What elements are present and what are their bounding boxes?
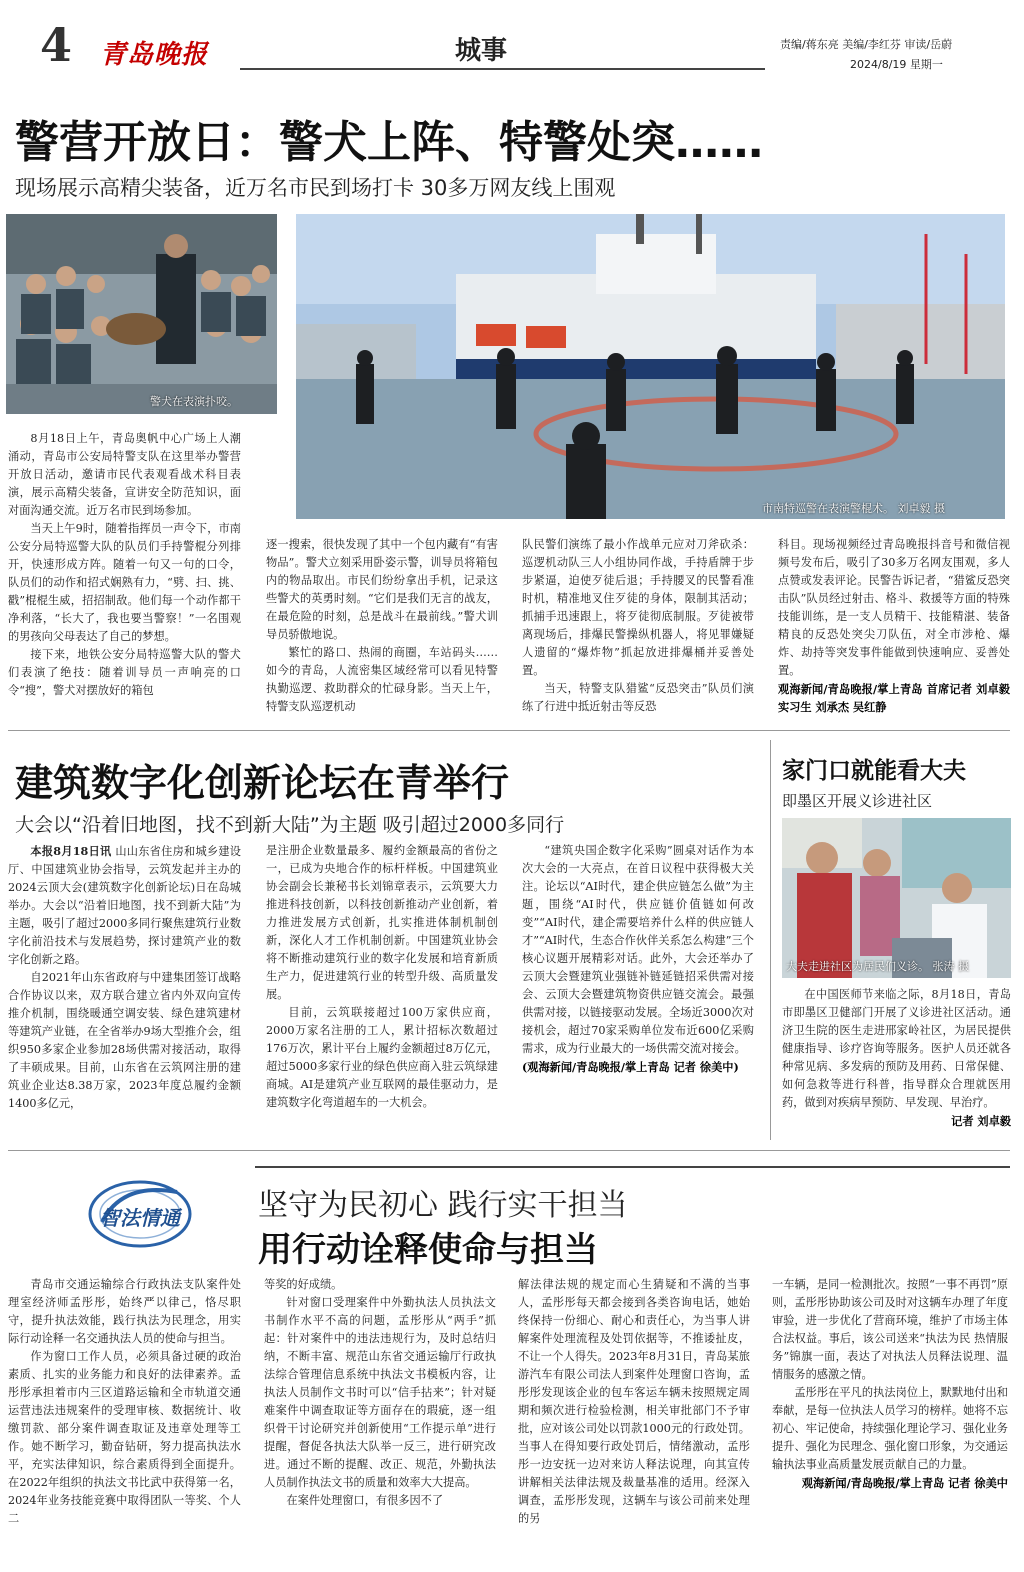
story3-headline: 家门口就能看大夫	[782, 758, 966, 784]
story2-col1-para: 山山东省住房和城乡建设厅、中国建筑业协会指导，云筑发起并主办的2024云顶大会(建筑数字化创新论坛)日在岛城举办。大会以“沿着旧地图，找不到新大陆”为主题，吸引了超过2000多同行聚焦建筑行业数字化前沿技术与发展趋势，探讨建筑产业的数字化创新之路。	[8, 845, 241, 966]
story2-col3-para: “建筑央国企数字化采购”圆桌对话作为本次大会的一大亮点，在首日议程中获得极大关注。论坛以“AI时代，建企供应链怎么做”为主题，围绕“AI时代，供应链价值链如何改变”“AI时代，建企需要培养什么样的供应链人才”“AI时代，生态合作伙伴关系怎么构建”三个核心议题开展精彩对话。此外，大会还举办了云顶大会暨建筑业强链补链延链招采供需对接会、云顶大会暨建筑物资供应链交流会。最强供需对接，以链接驱动发展。全场近3000次对接机会，超过70家采购单位发布近600亿采购需求，成为行业最大的一场供需交流对接会。	[522, 844, 754, 1055]
story2-lead: 本报8月18日讯	[30, 844, 112, 858]
police-dog-photo-caption: 警犬在表演扑咬。	[150, 395, 238, 408]
story4-col1	[8, 1276, 241, 1566]
story2-subhead: 大会以“沿着旧地图，找不到新大陆”为主题 吸引超过2000多同行	[15, 814, 565, 836]
story4-col3	[518, 1276, 750, 1566]
story3-credit: 记者 刘卓毅	[951, 1114, 1011, 1128]
story4-credit: 观海新闻/青岛晚报/掌上青岛 记者 徐美中	[801, 1476, 1008, 1490]
section-title: 城事	[455, 36, 508, 66]
page-number: 4	[40, 18, 73, 72]
issue-date: 2024/8/19 星期一	[850, 58, 943, 71]
story2-col2-para: 目前，云筑联接超过100万家供应商，2000万家名注册的工人，累计招标次数超过176万次，累计平台上履约金额超过8万亿元，超过5000多家行业的绿色供应商入驻云筑绿建商城。AI是建筑产业互联网的最佳驱动力，是建筑数字化弯道超车的一大机会。	[266, 1006, 498, 1109]
divider	[8, 730, 1010, 731]
story4-headline2: 用行动诠释使命与担当	[258, 1230, 598, 1270]
story4-col2-para: 在案件处理窗口，有很多因不了	[286, 1494, 444, 1507]
story1-col2	[266, 536, 498, 712]
story4-col1-para: 青岛市交通运输综合行政执法支队案件处理室经济师孟彤彤，始终严以律己，恪尽职守，提升执法效能，践行执法为民理念，用实际行动诠释一名交通执法人员的使命与担当。	[8, 1278, 241, 1345]
divider	[8, 1150, 1010, 1151]
story1-col4	[778, 536, 1010, 722]
story2-col1	[8, 842, 241, 1142]
story4-headline1: 坚守为民初心 践行实干担当	[258, 1188, 628, 1223]
police-baton-photo	[296, 214, 1005, 519]
story1-col1-para: 当天上午9时，随着指挥员一声令下，市南公安分局特巡警大队的队员们手持警棍分列排开，快速形成方阵。随着一句又一句的口令，队员们的动作和招式娴熟有力，“劈、扫、挑、戳”棍棍生威，招招制敌。他们每一个动作都干净利落，“长大了，我也要当警察！”一名围观的男孩向父母表达了自己的梦想。	[8, 522, 241, 643]
story1-col1-para: 接下来，地铁公安分局特巡警大队的警犬们表演了绝技：随着训导员一声响亮的口令“搜”，警犬对摆放好的箱包	[8, 648, 241, 697]
story4-col2-para: 等奖的好成绩。	[264, 1278, 343, 1291]
story4-col4-para: 一车辆，是同一检测批次。按照“一事不再罚”原则，孟彤彤协助该公司及时对这辆车办理了年度审验，进一步优化了营商环境，维护了市场主体合法权益。事后，该公司送来“执法为民 热情服务”锦旗一面，表达了对执法人员释法说理、温情服务的感激之情。	[772, 1278, 1008, 1381]
police-dog-photo-art	[6, 214, 277, 414]
story3-subhead: 即墨区开展义诊进社区	[782, 792, 933, 810]
story4-col2-para: 针对窗口受理案件中外勤执法人员执法文书制作水平不高的问题，孟彤彤从“两手”抓起：针对案件中的违法违规行为，及时总结归纳，不断丰富、规范山东省交通运输厅行政执法综合管理信息系统中执法文书模板内容，让执法人员制作文书时可以“信手拈来”；针对疑难案件中调查取证等方面存在的瑕疵，逐一组织骨干讨论研究并创新使用“工作提示单”进行提醒，督促各执法大队举一反三，进行研究改进。通过不断的提醒、改正、规范，外勤执法人员制作执法文书的质量和效率大大提高。	[264, 1296, 496, 1489]
story2-col3	[522, 842, 754, 1142]
story1-col3	[522, 536, 754, 712]
story4-col4-para: 孟彤彤在平凡的执法岗位上，默默地付出和奉献，是每一位执法人员学习的榜样。她将不忘初心、牢记使命，持续强化理论学习、强化业务提升、强化为民理念、强化窗口形象，为交通运输执法事业高质量发展贡献自己的力量。	[772, 1386, 1008, 1471]
story4-col3-para: 解法律法规的规定而心生猜疑和不满的当事人，孟彤彤每天都会接到各类咨询电话，她始终保持一份细心、耐心和责任心，为当事人讲解案件处理流程及处罚依据等，不推诿扯皮，不让一个人得失。2023年8月31日，青岛某旅游汽车有限公司法人到案件处理窗口咨询，孟彤彤发现该企业的包车客运车辆未按照规定周期和频次进行检验检测，相关审批部门不予审批，应对该公司处以罚款1000元的行政处罚。当事人在得知要行政处罚后，情绪激动，孟彤彤一边安抚一边对来访人释法说理，向其宣传讲解相关法律法规及裁量基准的适用。经深入调查，孟彤彤发现，这辆车与该公司前来处理的另	[518, 1278, 750, 1525]
story2-col2	[266, 842, 498, 1142]
clinic-photo	[782, 818, 1011, 978]
story2-col2-para: 是注册企业数量最多、履约金额最高的省份之一，已成为央地合作的标杆样板。中国建筑业协会副会长兼秘书长刘锦章表示，云筑要大力推进科技创新，以科技创新推动产业创新，着力推进发展方式创新，扎实推进体制机制创新，深化人才工作机制创新。中国建筑业协会将不断推动建筑行业的数字化发展和培育新质生产力，促进建筑行业的转型升级、高质量发展。	[266, 844, 498, 1001]
story1-col2-para: 逐一搜索，很快发现了其中一个包内藏有“有害物品”。警犬立刻采用卧姿示警，训导员将箱包内的物品取出。市民们纷纷拿出手机，记录这些警犬的英勇时刻。“它们是我们无言的战友，在最危险的时刻，总是战斗在最前线。”警犬训导员骄傲地说。	[266, 538, 498, 641]
story1-col4-para: 科目。现场视频经过青岛晚报抖音号和微信视频号发布后，吸引了30多万名网友围观，多人点赞或发表评论。民警告诉记者，“猎鲨反恐突击队”队员经过射击、格斗、救援等方面的特殊技能训练，是一支人员精干、技能精湛、装备精良的反恐处突尖刀队伍，对全市涉枪、爆炸、劫持等突发事件能做到快速响应、妥善处置。	[778, 538, 1010, 677]
law-badge	[82, 1172, 208, 1252]
story1-col3-para: 队民警们演练了最小作战单元应对刀斧砍杀：巡逻机动队三人小组协同作战，手持盾牌于步步紧逼，迫使歹徒后退；手持腰叉的民警看准时机，精准地叉住歹徒的身体，限制其活动；抓捕手迅速跟上，将歹徒彻底制服。歹徒被带离现场后，排爆民警操纵机器人，将见罪嫌疑人遗留的“爆炸物”抓起放进排爆桶并妥善处置。	[522, 538, 754, 677]
story2-headline: 建筑数字化创新论坛在青举行	[15, 761, 510, 805]
story1-col2-para: 繁忙的路口、热闹的商圈，车站码头……如今的青岛，人流密集区域经常可以看见特警执勤巡逻、救助群众的忙碌身影。当天上午，特警支队巡逻机动	[266, 646, 498, 712]
story4-col4	[772, 1276, 1008, 1566]
editor-credits: 责编/蒋东亮 美编/李红芬 审读/岳蔚	[780, 38, 953, 51]
story4-col1-para: 作为窗口工作人员，必须具备过硬的政治素质、扎实的业务能力和良好的法律素养。孟彤彤承担着市内三区道路运输和全市轨道交通运营违法违规案件的受理审核、数据统计、收缴罚款、部分案件调查取证及违章处理等工作。她不断学习，勤奋钻研，努力提高执法水平，充实法律知识，综合素质得到全面提升。在2022年组织的执法文书比武中获得第一名，2024年业务技能竞赛中取得团队一等奖、个人二	[8, 1350, 241, 1525]
police-dog-photo	[6, 214, 277, 414]
story1-subhead: 现场展示高精尖装备，近万名市民到场打卡 30多万网友线上围观	[15, 176, 616, 200]
law-badge-label: 智法情通	[100, 1206, 180, 1230]
story2-col1-para: 自2021年山东省政府与中建集团签订战略合作协议以来，双方联合建立省内外双向宣传推介机制，围绕暖通空调安装、绿色建筑建材等建筑产业链，在全省举办9场大型推介会，组织950多家企业参加28场供需对接活动，取得了丰硕成果。目前，山东省在云筑网注册的建筑业企业达8.38万家，2023年度总履约金额1400多亿元，	[8, 971, 241, 1110]
story1-col3-para: 当天，特警支队猎鲨“反恐突击”队员们演练了行进中抵近射击等反恐	[522, 682, 754, 712]
story3-para: 在中国医师节来临之际，8月18日，青岛市即墨区卫健部门开展了义诊进社区活动。通济卫生院的医生走进邢家岭社区，为居民提供健康指导、诊疗咨询等服务。医护人员还就各种常见病、多发病的预防及用药、日常保健、如何急救等进行科普，指导群众合理就医用药，做到对疾病早预防、早发现、早治疗。	[782, 988, 1011, 1109]
police-baton-photo-art	[296, 214, 1005, 519]
clinic-photo-caption: 大夫走进社区为居民们义诊。 张涛 摄	[786, 960, 969, 973]
story3-body	[782, 986, 1011, 1142]
story4-col2	[264, 1276, 496, 1566]
column-divider	[770, 740, 771, 1140]
masthead-logo: 青岛晚报	[100, 40, 209, 70]
story4-top-rule	[255, 1166, 1010, 1168]
story1-credit: 观海新闻/青岛晚报/掌上青岛 首席记者 刘卓毅 实习生 刘承杰 吴红静	[778, 682, 1010, 714]
section-rule	[240, 68, 765, 70]
police-baton-photo-caption: 市南特巡警在表演警棍术。 刘卓毅 摄	[762, 502, 945, 515]
story2-credit: (观海新闻/青岛晚报/掌上青岛 记者 徐美中)	[522, 1060, 739, 1074]
story1-headline: 警营开放日：警犬上阵、特警处突……	[15, 117, 763, 168]
story1-col1	[8, 430, 241, 712]
clinic-photo-art	[782, 818, 1011, 978]
story1-col1-para: 8月18日上午，青岛奥帆中心广场上人潮涌动，青岛市公安局特警支队在这里举办警营开放日活动，邀请市民代表观看战术科目表演，展示高精尖装备，宣讲安全防范知识，面对面沟通交流。近万名市民到场参加。	[8, 432, 241, 517]
